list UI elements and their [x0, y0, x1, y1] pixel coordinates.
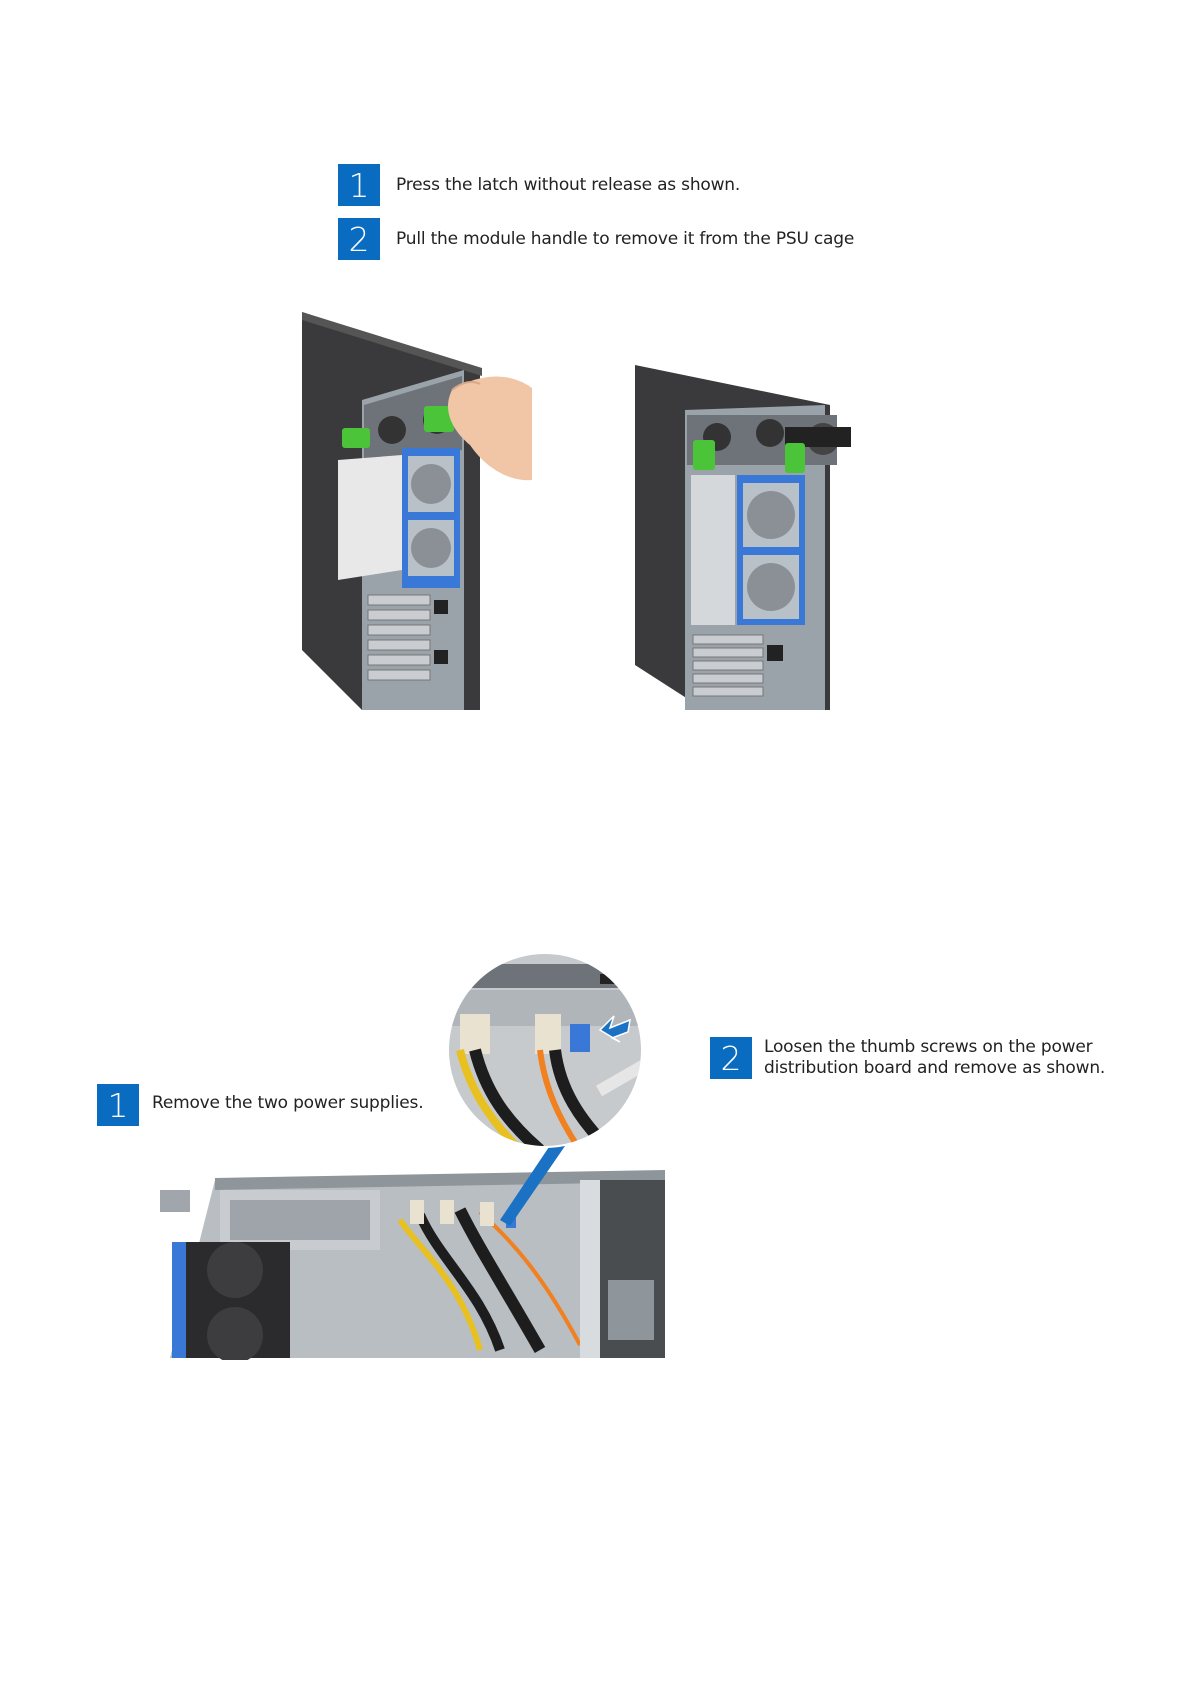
step-2-badge: 2 [338, 218, 380, 260]
server-tower-photo-hand [302, 310, 532, 710]
step-2-text-section2-line2: distribution board and remove as shown. [764, 1058, 1106, 1078]
step-2-text-section2-line1: Loosen the thumb screws on the power [764, 1037, 1093, 1057]
step-1-text: Press the latch without release as shown. [396, 175, 741, 195]
step-1-badge: 1 [338, 164, 380, 206]
server-interior-photo [160, 950, 670, 1360]
step-1-text-section2: Remove the two power supplies. [152, 1093, 424, 1113]
step-1-badge-section2: 1 [97, 1084, 139, 1126]
step-2-text: Pull the module handle to remove it from the PSU cage [396, 229, 855, 249]
server-tower-photo-psu-out [635, 365, 865, 710]
step-2-badge-section2: 2 [710, 1037, 752, 1079]
